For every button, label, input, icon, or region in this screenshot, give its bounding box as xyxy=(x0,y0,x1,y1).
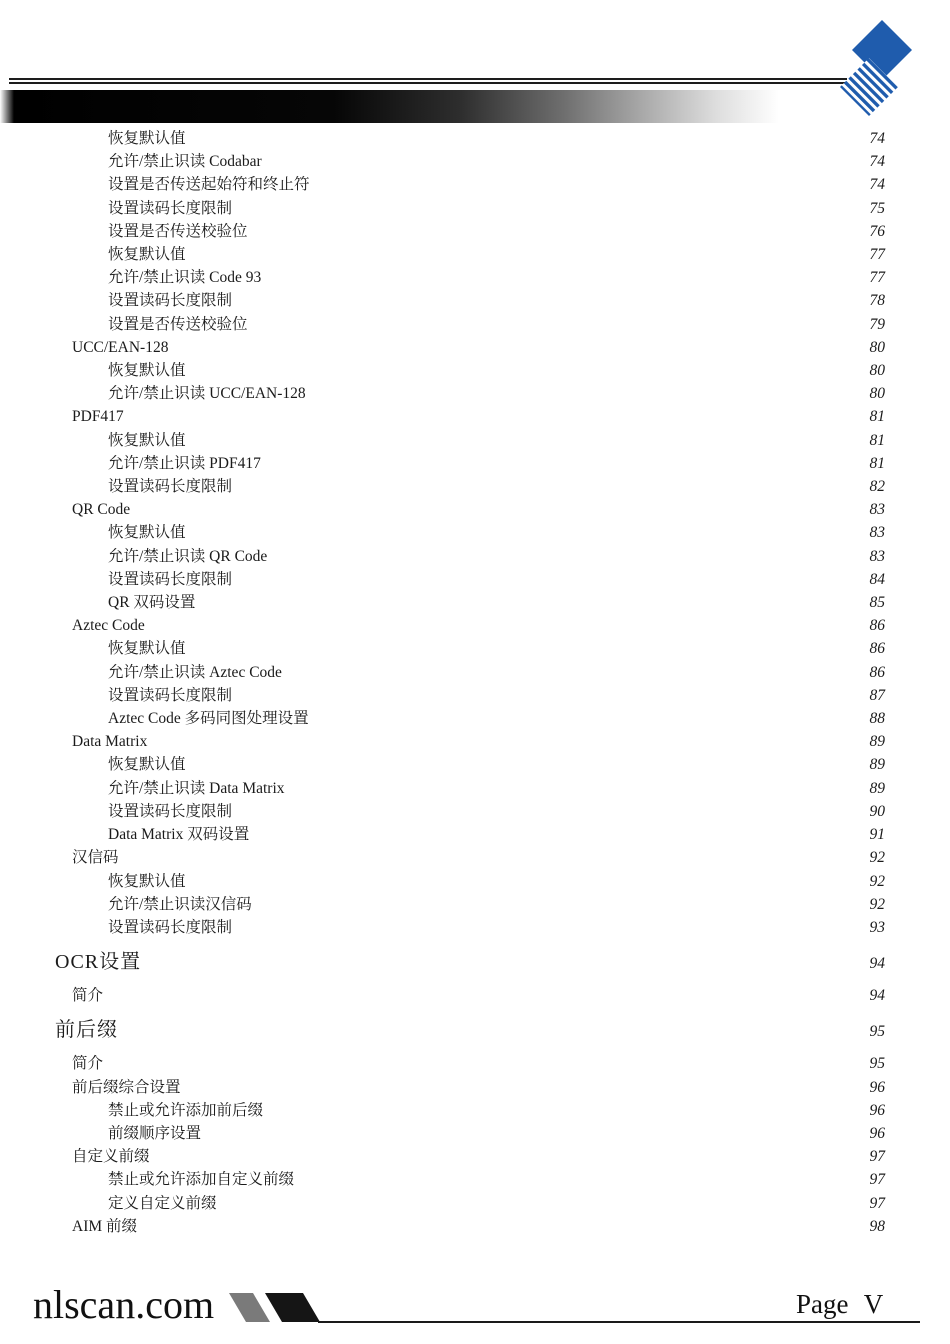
toc-entry-label[interactable]: 禁止或允许添加自定义前缀 xyxy=(108,1171,295,1189)
toc-entry-label[interactable]: 恢复默认值 xyxy=(108,872,186,890)
toc-entry-page-number[interactable]: 74 xyxy=(869,153,885,171)
toc-entry[interactable] xyxy=(0,289,885,312)
toc-entry-label[interactable]: Data Matrix 双码设置 xyxy=(108,826,250,844)
toc-entry-label[interactable]: 设置读码长度限制 xyxy=(108,570,233,588)
toc-entry-page-number[interactable]: 74 xyxy=(869,130,885,147)
toc-entry[interactable] xyxy=(0,429,885,452)
toc-entry-label[interactable]: 恢复默认值 xyxy=(108,756,186,774)
toc-entry-page-number[interactable]: 92 xyxy=(869,895,885,913)
toc-entry-page-number[interactable]: 83 xyxy=(869,547,885,565)
toc-entry-label[interactable]: 恢复默认值 xyxy=(108,130,186,147)
toc-entry-label[interactable]: 设置是否传送起始符和终止符 xyxy=(108,176,310,194)
toc-entry[interactable] xyxy=(0,220,885,243)
toc-entry[interactable] xyxy=(0,753,885,776)
toc-entry[interactable] xyxy=(0,949,885,977)
toc-entry[interactable] xyxy=(0,916,885,939)
toc-entry[interactable] xyxy=(0,707,885,730)
toc-entry-page-number[interactable]: 98 xyxy=(869,1217,885,1235)
toc-entry-page-number[interactable]: 86 xyxy=(869,663,885,681)
header-gradient-bar xyxy=(0,90,795,123)
toc-entry-page-number[interactable]: 93 xyxy=(869,918,885,936)
toc-entry-label[interactable]: Data Matrix xyxy=(72,733,148,751)
toc-entry-label[interactable]: 允许/禁止识读 PDF417 xyxy=(108,454,261,472)
toc-entry-label[interactable]: 允许/禁止识读 UCC/EAN-128 xyxy=(108,385,306,403)
toc-entry[interactable] xyxy=(0,568,885,591)
toc-entry[interactable] xyxy=(0,614,885,637)
footer-logo-mark-icon xyxy=(225,1293,325,1324)
toc-entry-page-number[interactable]: 96 xyxy=(869,1078,885,1096)
toc-entry-label[interactable]: 允许/禁止识读汉信码 xyxy=(108,895,252,913)
toc-entry[interactable] xyxy=(0,1215,885,1238)
toc-entry-label[interactable]: 设置读码长度限制 xyxy=(108,686,233,704)
toc-entry-label[interactable]: 设置读码长度限制 xyxy=(108,292,233,310)
toc-entry[interactable] xyxy=(0,197,885,220)
toc-entry[interactable] xyxy=(0,405,885,428)
toc-entry[interactable] xyxy=(0,150,885,173)
toc-entry[interactable] xyxy=(0,475,885,498)
toc-entry-page-number[interactable]: 95 xyxy=(869,1055,885,1073)
toc-entry-label[interactable]: 前后缀 xyxy=(55,1019,118,1042)
toc-entry-label[interactable]: 允许/禁止识读 Aztec Code xyxy=(108,663,282,681)
toc-entry[interactable] xyxy=(0,1168,885,1191)
toc-entry-page-number[interactable]: 94 xyxy=(869,987,885,1005)
toc-entry-label[interactable]: 简介 xyxy=(72,1055,104,1073)
table-of-contents xyxy=(0,127,885,1238)
toc-entry-label[interactable]: PDF417 xyxy=(72,408,124,426)
newland-logo-icon xyxy=(840,16,918,120)
toc-entry[interactable] xyxy=(0,1017,885,1045)
page-indicator xyxy=(796,1291,883,1318)
toc-entry-page-number[interactable]: 81 xyxy=(869,408,885,426)
toc-entry-page-number[interactable]: 83 xyxy=(869,524,885,542)
toc-entry-label[interactable]: 恢复默认值 xyxy=(108,431,186,449)
toc-entry-label[interactable]: 恢复默认值 xyxy=(108,246,186,264)
toc-entry-page-number[interactable]: 89 xyxy=(869,779,885,797)
toc-entry-page-number[interactable]: 89 xyxy=(869,756,885,774)
toc-entry[interactable] xyxy=(0,452,885,475)
toc-entry-label[interactable]: 允许/禁止识读 Codabar xyxy=(108,153,262,171)
toc-entry-label[interactable]: 恢复默认值 xyxy=(108,640,186,658)
toc-entry-label[interactable]: 前后缀综合设置 xyxy=(72,1078,181,1096)
toc-entry[interactable] xyxy=(0,870,885,893)
toc-entry[interactable] xyxy=(0,800,885,823)
toc-entry[interactable] xyxy=(0,266,885,289)
toc-entry[interactable] xyxy=(0,1192,885,1215)
toc-entry-page-number[interactable]: 83 xyxy=(869,501,885,519)
toc-entry[interactable] xyxy=(0,777,885,800)
toc-entry[interactable] xyxy=(0,637,885,660)
toc-entry-page-number[interactable]: 86 xyxy=(869,617,885,635)
toc-entry-label[interactable]: UCC/EAN-128 xyxy=(72,338,169,356)
toc-entry-page-number[interactable]: 78 xyxy=(869,292,885,310)
toc-entry-label[interactable]: 恢复默认值 xyxy=(108,362,186,380)
toc-entry[interactable] xyxy=(0,243,885,266)
toc-entry-page-number[interactable]: 88 xyxy=(869,710,885,728)
toc-entry[interactable] xyxy=(0,521,885,544)
toc-entry[interactable] xyxy=(0,1076,885,1099)
toc-entry-page-number[interactable]: 85 xyxy=(869,594,885,612)
toc-entry[interactable] xyxy=(0,661,885,684)
toc-entry[interactable] xyxy=(0,730,885,753)
toc-entry-page-number[interactable]: 75 xyxy=(869,199,885,217)
toc-entry-label[interactable]: 前缀顺序设置 xyxy=(108,1124,202,1142)
toc-entry[interactable] xyxy=(0,173,885,196)
toc-entry-page-number[interactable]: 81 xyxy=(869,431,885,449)
toc-entry-page-number[interactable]: 97 xyxy=(869,1171,885,1189)
toc-entry-label[interactable]: 禁止或允许添加前后缀 xyxy=(108,1101,264,1119)
toc-entry-page-number[interactable]: 80 xyxy=(869,385,885,403)
toc-entry[interactable] xyxy=(0,127,885,150)
footer-site-link[interactable]: nlscan.com xyxy=(33,1282,215,1327)
toc-entry-page-number[interactable]: 96 xyxy=(869,1101,885,1119)
toc-entry-label[interactable]: 设置读码长度限制 xyxy=(108,918,233,936)
toc-entry-label[interactable]: 允许/禁止识读 QR Code xyxy=(108,547,268,565)
toc-entry-page-number[interactable]: 86 xyxy=(869,640,885,658)
toc-entry-page-number[interactable]: 87 xyxy=(869,686,885,704)
toc-entry-page-number[interactable]: 82 xyxy=(869,478,885,496)
toc-entry-page-number[interactable]: 97 xyxy=(869,1148,885,1166)
toc-entry-label[interactable]: QR 双码设置 xyxy=(108,594,196,612)
toc-entry-label[interactable]: QR Code xyxy=(72,501,131,519)
toc-entry-page-number[interactable]: 84 xyxy=(869,570,885,588)
page-indicator-value: V xyxy=(863,1289,884,1319)
toc-entry[interactable] xyxy=(0,823,885,846)
toc-entry[interactable] xyxy=(0,984,885,1007)
toc-entry[interactable] xyxy=(0,313,885,336)
toc-entry-label[interactable]: 设置读码长度限制 xyxy=(108,478,233,496)
toc-entry[interactable] xyxy=(0,846,885,869)
toc-entry[interactable] xyxy=(0,1145,885,1168)
toc-entry-page-number[interactable]: 92 xyxy=(869,872,885,890)
header-rule xyxy=(9,78,847,84)
toc-entry-page-number[interactable]: 80 xyxy=(869,362,885,380)
toc-entry-label[interactable]: 设置读码长度限制 xyxy=(108,199,233,217)
toc-entry-page-number[interactable]: 81 xyxy=(869,454,885,472)
toc-entry-page-number[interactable]: 97 xyxy=(869,1194,885,1212)
toc-entry-page-number[interactable]: 91 xyxy=(869,826,885,844)
toc-entry-page-number[interactable]: 95 xyxy=(869,1023,885,1041)
toc-entry-page-number[interactable]: 90 xyxy=(869,802,885,820)
toc-entry-page-number[interactable]: 74 xyxy=(869,176,885,194)
toc-entry[interactable] xyxy=(0,382,885,405)
toc-entry-page-number[interactable]: 77 xyxy=(869,269,885,287)
toc-entry-label[interactable]: OCR设置 xyxy=(55,951,142,974)
footer-rule xyxy=(318,1321,920,1324)
toc-entry-label[interactable]: 设置读码长度限制 xyxy=(108,802,233,820)
toc-entry-page-number[interactable]: 89 xyxy=(869,733,885,751)
toc-entry[interactable] xyxy=(0,498,885,521)
toc-entry[interactable] xyxy=(0,893,885,916)
toc-entry-page-number[interactable]: 94 xyxy=(869,955,885,973)
toc-entry-label[interactable]: Aztec Code 多码同图处理设置 xyxy=(108,710,309,728)
toc-entry-label[interactable]: Aztec Code xyxy=(72,617,145,635)
toc-entry[interactable] xyxy=(0,1099,885,1122)
toc-entry[interactable] xyxy=(0,591,885,614)
toc-entry-label[interactable]: 设置是否传送校验位 xyxy=(108,315,248,333)
toc-entry-label[interactable]: 允许/禁止识读 Code 93 xyxy=(108,269,262,287)
toc-entry[interactable] xyxy=(0,545,885,568)
toc-entry[interactable] xyxy=(0,359,885,382)
toc-entry-label[interactable]: 恢复默认值 xyxy=(108,524,186,542)
toc-entry-label[interactable]: 简介 xyxy=(72,987,104,1005)
toc-entry-label[interactable]: 允许/禁止识读 Data Matrix xyxy=(108,779,285,797)
toc-entry-page-number[interactable]: 79 xyxy=(869,315,885,333)
toc-entry-page-number[interactable]: 92 xyxy=(869,849,885,867)
toc-entry-page-number[interactable]: 77 xyxy=(869,246,885,264)
toc-entry-page-number[interactable]: 76 xyxy=(869,222,885,240)
toc-entry-page-number[interactable]: 80 xyxy=(869,338,885,356)
toc-entry-page-number[interactable]: 96 xyxy=(869,1124,885,1142)
toc-entry-label[interactable]: 自定义前缀 xyxy=(72,1148,150,1166)
toc-entry[interactable] xyxy=(0,684,885,707)
toc-entry-label[interactable]: 设置是否传送校验位 xyxy=(108,222,248,240)
page-indicator-label: Page xyxy=(796,1289,849,1319)
toc-entry[interactable] xyxy=(0,1052,885,1075)
toc-entry-label[interactable]: 定义自定义前缀 xyxy=(108,1194,217,1212)
toc-entry[interactable] xyxy=(0,336,885,359)
toc-entry[interactable] xyxy=(0,1122,885,1145)
toc-entry-label[interactable]: 汉信码 xyxy=(72,849,119,867)
toc-entry-label[interactable]: AIM 前缀 xyxy=(72,1217,138,1235)
